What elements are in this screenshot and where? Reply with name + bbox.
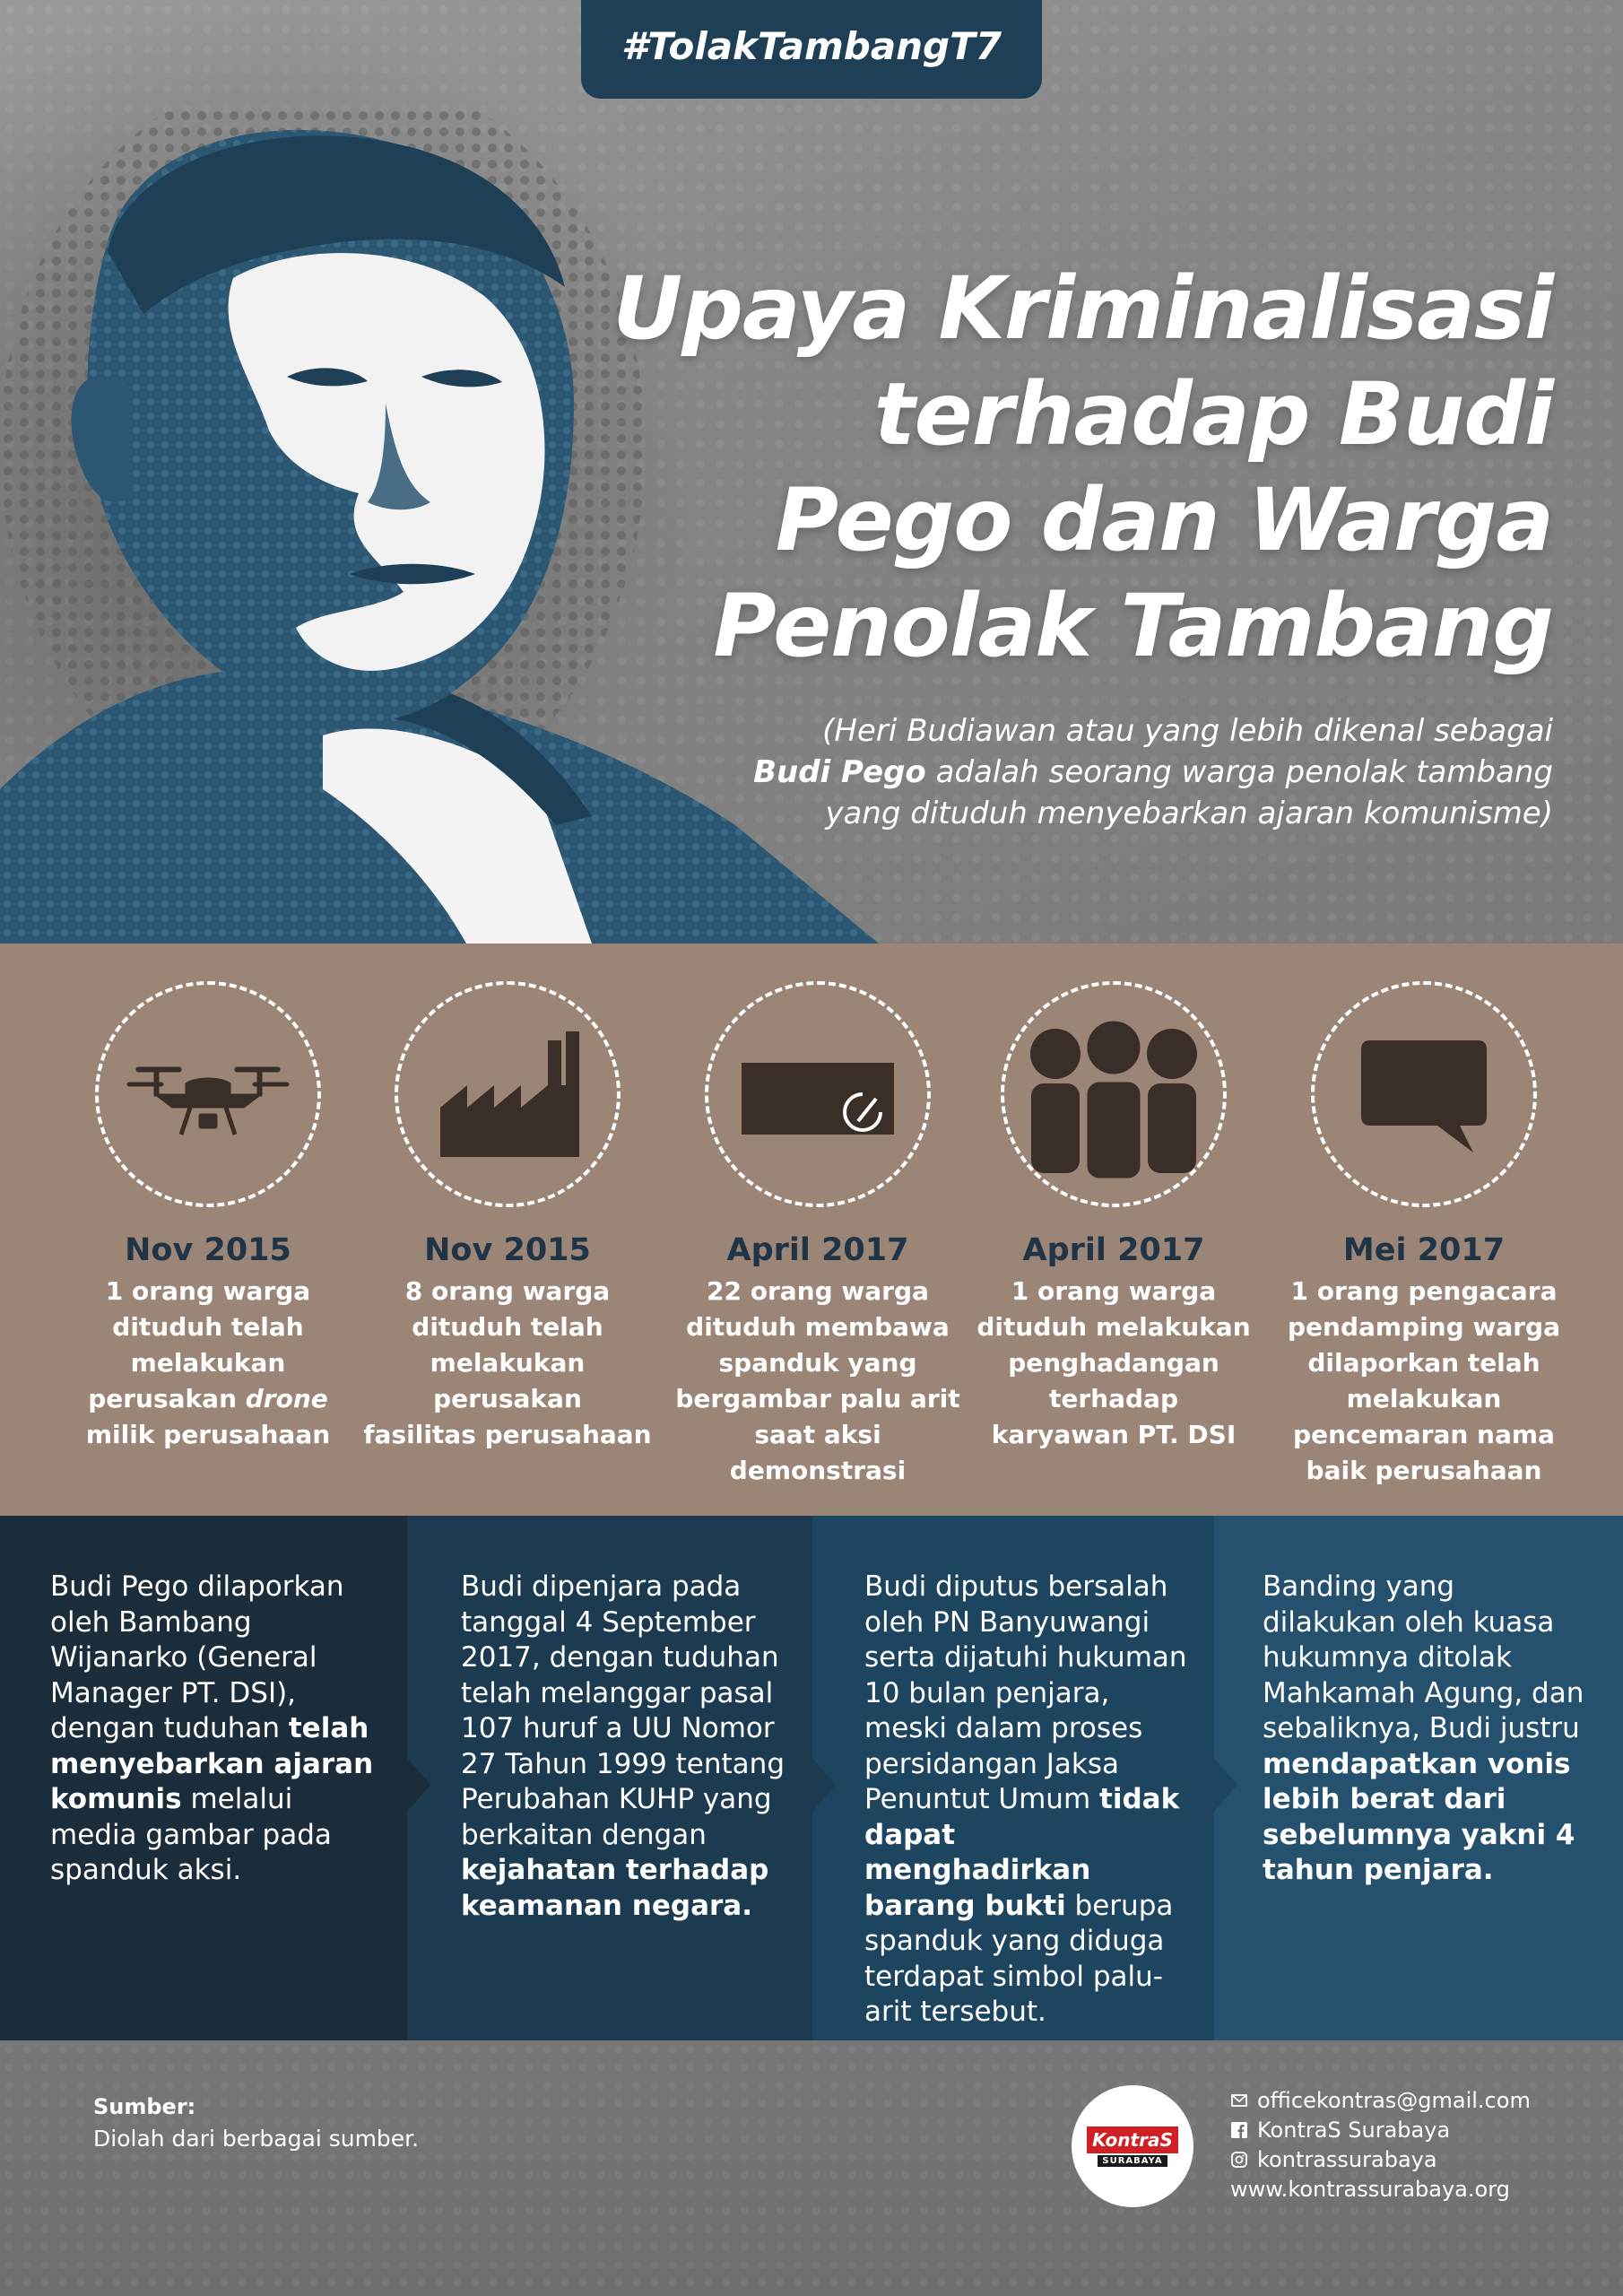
- step-text: melalui media gambar pada spanduk aksi.: [50, 1783, 332, 1886]
- speech-bubble-icon: [1352, 1031, 1496, 1157]
- event-desc-line: dituduh membawa: [686, 1312, 950, 1342]
- facebook-icon: [1230, 2121, 1248, 2139]
- event-desc-line: perusakan: [88, 1384, 246, 1413]
- case-step: [407, 1516, 812, 2040]
- title-line: terhadap Budi: [873, 364, 1553, 465]
- step-emphasis: telah menyebarkan ajaran komunis: [50, 1712, 374, 1815]
- timeline-event: [961, 981, 1266, 1453]
- event-desc-line: saat aksi demonstrasi: [729, 1420, 907, 1485]
- event-date: Nov 2015: [125, 1232, 291, 1268]
- subtitle-part: adalah seorang warga penolak tambang: [935, 754, 1553, 790]
- page-title: [603, 256, 1553, 679]
- event-description: [1271, 1274, 1576, 1489]
- step-arrow-icon: [1214, 1758, 1237, 1812]
- event-desc-italic: drone: [245, 1384, 328, 1413]
- case-steps-section: [0, 1516, 1623, 2040]
- title-line: Penolak Tambang: [713, 576, 1553, 676]
- event-desc-line: 1 orang pengacara: [1290, 1276, 1558, 1306]
- step-arrow-icon: [812, 1758, 836, 1812]
- event-desc-line: 1 orang warga: [1011, 1276, 1217, 1306]
- contact-email[interactable]: [1230, 2085, 1531, 2115]
- event-desc-line: 8 orang warga: [404, 1276, 611, 1306]
- event-description: [355, 1274, 660, 1453]
- source-label: Sumber:: [93, 2094, 196, 2119]
- event-desc-line: dituduh melakukan: [976, 1312, 1251, 1342]
- logo-sub-text: SURABAYA: [1098, 2155, 1167, 2167]
- timeline-event: [665, 981, 970, 1489]
- subtitle-bold-name: Budi Pego: [753, 754, 926, 790]
- contact-text: www.kontrassurabaya.org: [1230, 2176, 1510, 2202]
- contact-instagram[interactable]: [1230, 2144, 1531, 2174]
- event-desc-line: karyawan PT. DSI: [991, 1420, 1237, 1449]
- contact-text: kontrassurabaya: [1257, 2146, 1437, 2172]
- kontras-logo: [1072, 2085, 1193, 2207]
- footer: [0, 2040, 1623, 2296]
- contact-text: officekontras@gmail.com: [1257, 2087, 1531, 2113]
- contact-text: KontraS Surabaya: [1257, 2117, 1451, 2143]
- event-desc-line: perusakan: [433, 1384, 582, 1413]
- event-desc-line: fasilitas perusahaan: [363, 1420, 652, 1449]
- event-desc-line: 22 orang warga: [707, 1276, 929, 1306]
- drone-icon: [118, 1031, 298, 1157]
- timeline-event: [355, 981, 660, 1453]
- contact-list: [1230, 2085, 1531, 2204]
- step-emphasis: mendapatkan vonis lebih berat dari sebelumnya yakni 4 tahun penjara.: [1263, 1747, 1575, 1886]
- event-desc-line: baik perusahaan: [1306, 1456, 1542, 1485]
- event-desc-line: dituduh telah: [112, 1312, 304, 1342]
- step-arrow-icon: [407, 1758, 430, 1812]
- instagram-icon: [1230, 2151, 1248, 2169]
- timeline-event: [56, 981, 360, 1453]
- contact-website[interactable]: [1230, 2174, 1531, 2204]
- event-date: Mei 2017: [1342, 1232, 1506, 1268]
- people-group-icon: [1015, 1004, 1212, 1184]
- subtitle: [746, 710, 1553, 834]
- event-desc-line: pendamping warga: [1288, 1312, 1560, 1342]
- event-icon-circle: [95, 981, 321, 1207]
- event-date: April 2017: [1022, 1232, 1205, 1268]
- step-text: Budi dipenjara pada tanggal 4 September 2017, dengan tuduhan telah melanggar pasal 107 huruf a UU Nomor 27 Tahun 1999 tentang Perubahan KUHP yang berkaitan dengan: [461, 1570, 785, 1851]
- timeline-event: [1271, 981, 1576, 1489]
- event-desc-line: pencemaran nama: [1293, 1420, 1555, 1449]
- step-text: Banding yang dilakukan oleh kuasa hukumnya ditolak Mahkamah Agung, dan sebaliknya, Budi justru: [1263, 1570, 1584, 1744]
- event-desc-line: spanduk yang: [718, 1348, 917, 1378]
- factory-icon: [418, 1022, 597, 1166]
- hashtag-banner: #TolakTambangT7: [581, 0, 1042, 99]
- subtitle-part: yang dituduh menyebarkan ajaran komunisme): [825, 796, 1553, 831]
- event-desc-line: dilaporkan telah: [1307, 1348, 1541, 1378]
- event-desc-line: melakukan: [1346, 1384, 1502, 1413]
- source-text: Diolah dari berbagai sumber.: [93, 2126, 420, 2152]
- title-line: Pego dan Warga: [775, 470, 1553, 570]
- event-icon-circle: [395, 981, 621, 1207]
- step-text: berupa spanduk yang diduga terdapat simbol palu-arit tersebut.: [864, 1889, 1174, 2028]
- event-description: [665, 1274, 970, 1489]
- event-icon-circle: [1311, 981, 1537, 1207]
- event-desc-line: melakukan: [430, 1348, 586, 1378]
- case-step: [1214, 1516, 1623, 2040]
- subtitle-part: (Heri Budiawan atau yang lebih dikenal sebagai: [822, 713, 1553, 749]
- step-text: Budi Pego dilaporkan oleh Bambang Wijanarko (General Manager PT. DSI), dengan tuduhan: [50, 1570, 344, 1744]
- step-emphasis: tidak dapat menghadirkan barang bukti: [864, 1783, 1180, 1922]
- event-date: Nov 2015: [424, 1232, 591, 1268]
- event-icon-circle: [705, 981, 931, 1207]
- event-desc-line: melakukan: [130, 1348, 286, 1378]
- case-step: [0, 1516, 407, 2040]
- event-desc-line: 1 orang warga: [105, 1276, 311, 1306]
- contact-facebook[interactable]: [1230, 2115, 1531, 2144]
- hero-section: [0, 0, 1623, 944]
- case-step: [812, 1516, 1214, 2040]
- timeline-section: [0, 944, 1623, 1516]
- event-desc-line: penghadangan: [1008, 1348, 1219, 1378]
- title-line: Upaya Kriminalisasi: [612, 258, 1553, 359]
- event-desc-line: bergambar palu arit: [675, 1384, 960, 1413]
- event-description: [56, 1274, 360, 1453]
- step-text: Budi diputus bersalah oleh PN Banyuwangi serta dijatuhi hukuman 10 bulan penjara, meski dalam proses persidangan Jaksa Penuntut Umum: [864, 1570, 1187, 1815]
- banner-hammer-sickle-icon: [728, 1040, 907, 1148]
- event-date: April 2017: [726, 1232, 909, 1268]
- mail-icon: [1230, 2092, 1248, 2109]
- step-emphasis: kejahatan terhadap keamanan negara.: [461, 1854, 769, 1922]
- event-icon-circle: [1001, 981, 1227, 1207]
- event-desc-line: dituduh telah: [412, 1312, 603, 1342]
- event-desc-line: terhadap: [1049, 1384, 1178, 1413]
- event-description: [961, 1274, 1266, 1453]
- event-desc-line: milik perusahaan: [85, 1420, 331, 1449]
- logo-main-text: KontraS: [1087, 2126, 1178, 2153]
